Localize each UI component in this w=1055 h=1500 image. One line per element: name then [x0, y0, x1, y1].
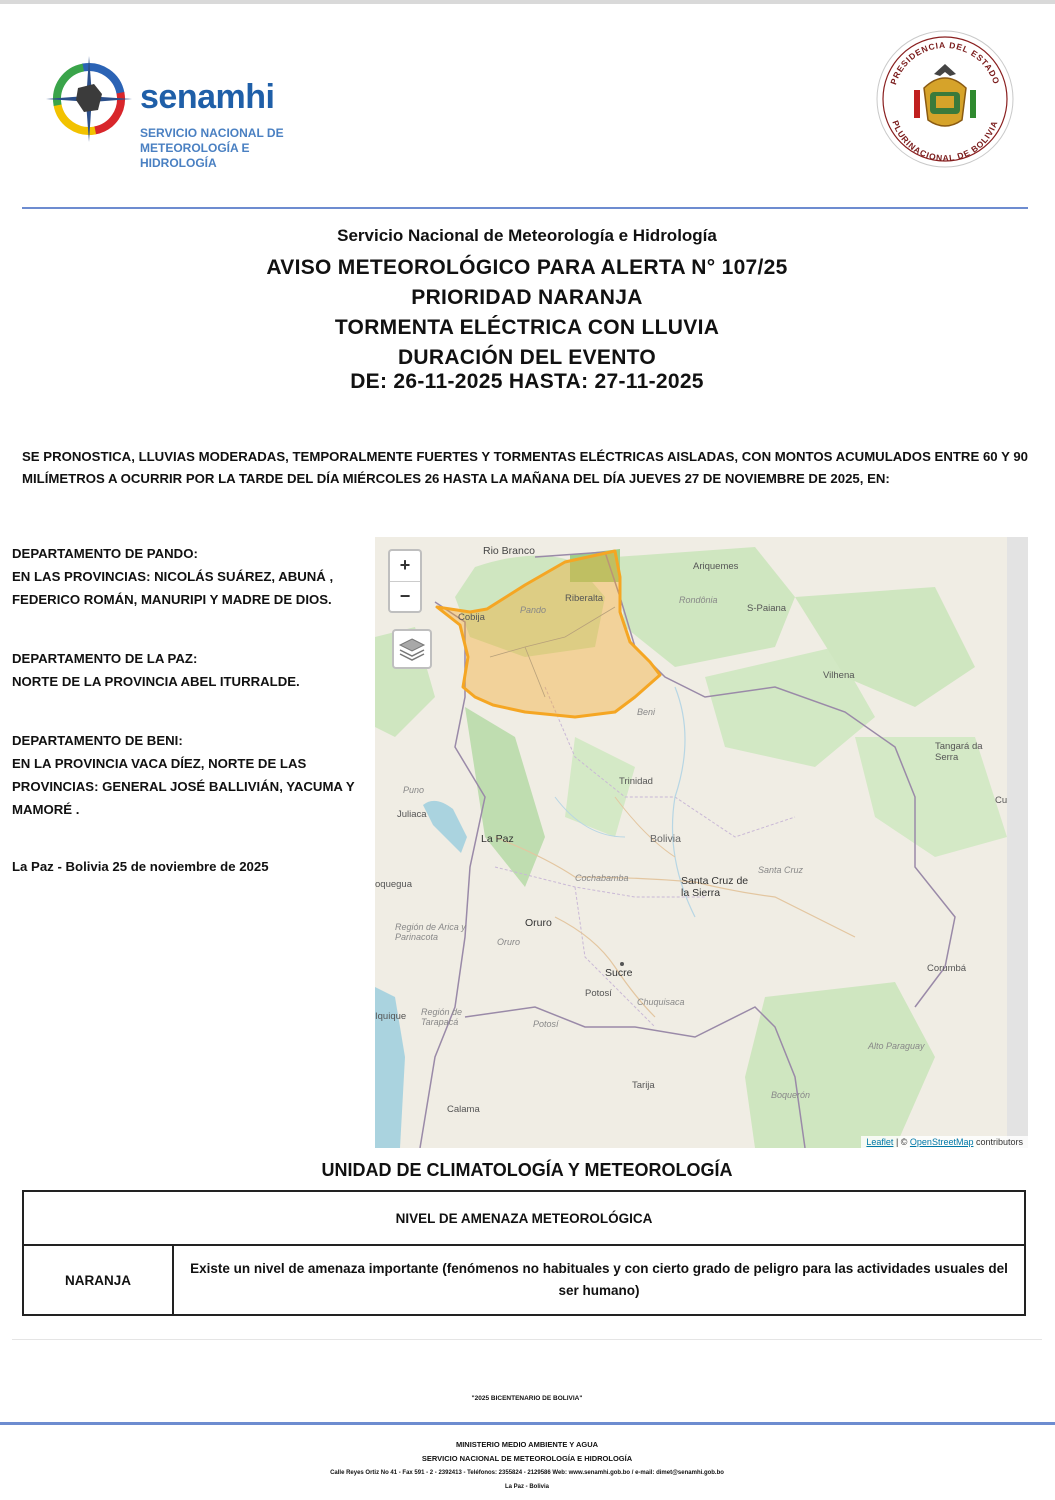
map-label: Oruro — [525, 917, 552, 929]
map-label: Potosí — [585, 988, 612, 999]
footer-service: SERVICIO NACIONAL DE METEOROLOGÍA E HIDROLOGÍA — [421, 1454, 633, 1463]
threat-level-table — [22, 1190, 1026, 1316]
map-label: Santa Cruz de la Sierra — [681, 875, 749, 899]
map-label: Calama — [447, 1104, 480, 1115]
department-name: DEPARTAMENTO DE LA PAZ: — [12, 651, 198, 666]
attribution-contributors: contributors — [973, 1137, 1023, 1147]
department-pando — [12, 542, 372, 611]
zoom-out-button[interactable]: − — [399, 586, 411, 606]
map-label: Corumbá — [927, 963, 967, 974]
map-label: Vilhena — [823, 670, 855, 681]
map-label: La Paz — [481, 833, 514, 845]
organization-name: Servicio Nacional de Meteorología e Hidrología — [337, 226, 717, 245]
map-basemap — [375, 537, 1028, 1148]
map-label: Santa Cruz — [758, 865, 804, 875]
footer-separator — [12, 1339, 1042, 1340]
zoom-in-button[interactable]: + — [390, 551, 420, 582]
top-border — [0, 0, 1055, 4]
map-label: Boquerón — [771, 1090, 811, 1100]
map-label: Alto Paraguay — [868, 1041, 925, 1051]
leaflet-link[interactable]: Leaflet — [866, 1137, 894, 1147]
map-label: Región de Tarapacá — [421, 1007, 463, 1027]
map-label: Región de Arica y Parinacota — [395, 922, 466, 942]
alert-priority: PRIORIDAD NARANJA — [411, 286, 643, 309]
place-date: La Paz - Bolivia 25 de noviembre de 2025 — [12, 859, 269, 874]
alert-event: TORMENTA ELÉCTRICA CON LLUVIA — [334, 316, 720, 339]
duration-heading: DURACIÓN DEL EVENTO — [397, 346, 657, 369]
department-name: DEPARTAMENTO DE BENI: — [12, 733, 183, 748]
presidency-seal-icon — [874, 28, 1016, 170]
logo-wordmark: senamhi — [140, 78, 275, 116]
map-label: Juliaca — [397, 809, 427, 820]
department-beni — [12, 729, 372, 821]
layers-icon — [394, 631, 430, 667]
map-label: Iquique — [375, 1011, 407, 1022]
footer-contact: Calle Reyes Ortiz No 41 - Fax 591 - 2 - 2392413 - Teléfonos: 2355824 - 2129586 Web: www.senamhi.gob.bo / e-mail: dimet@senamhi.gob.bo — [330, 1470, 724, 1476]
map-label: Potosí — [533, 1019, 559, 1029]
osm-link[interactable]: OpenStreetMap — [909, 1137, 974, 1147]
footer-city: La Paz - Bolivia — [504, 1484, 549, 1490]
map-label: Trinidad — [619, 776, 653, 787]
map-label: Ariquemes — [693, 561, 739, 572]
map-label: oquegua — [375, 879, 412, 890]
map-label: Cu — [995, 795, 1008, 806]
zoom-control — [388, 549, 422, 613]
map-label: Rondônia — [679, 595, 718, 605]
threat-level: NARANJA — [23, 1245, 173, 1315]
map-label: Bolivia — [650, 833, 681, 845]
footer — [12, 1438, 1042, 1494]
map-label: Oruro — [497, 937, 521, 947]
department-detail: EN LA PROVINCIA VACA DÍEZ, NORTE DE LAS PROVINCIAS: GENERAL JOSÉ BALLIVIÁN, YACUMA Y MAMORÉ . — [12, 756, 355, 817]
map-label: Chuquisaca — [637, 997, 685, 1007]
attribution-separator: | © — [893, 1137, 910, 1147]
map-label: Beni — [637, 707, 656, 717]
bicentenary-motto: "2025 BICENTENARIO DE BOLIVIA" — [471, 1395, 583, 1402]
unit-title: UNIDAD DE CLIMATOLOGÍA Y METEOROLOGÍA — [321, 1160, 733, 1180]
map-label: Cobija — [458, 612, 485, 623]
senamhi-logo — [44, 42, 344, 170]
threat-table-header: NIVEL DE AMENAZA METEOROLÓGICA — [23, 1191, 1025, 1245]
map-label: Cochabamba — [575, 873, 629, 883]
department-detail: NORTE DE LA PROVINCIA ABEL ITURRALDE. — [12, 674, 300, 689]
bulletin-page — [12, 14, 1042, 1494]
logo-subtitle: SERVICIO NACIONAL DE METEOROLOGÍA E HIDROLOGÍA — [140, 126, 284, 170]
alert-number: AVISO METEOROLÓGICO PARA ALERTA N° 107/25 — [266, 256, 788, 279]
map-label: Pando — [520, 605, 547, 615]
map-label: Tarija — [632, 1080, 655, 1091]
department-la-paz — [12, 647, 372, 693]
footer-divider — [0, 1422, 1055, 1425]
map-label: Tangará da Serra — [935, 741, 983, 763]
map-attribution — [861, 1136, 1028, 1148]
footer-ministry: MINISTERIO MEDIO AMBIENTE Y AGUA — [455, 1440, 599, 1449]
duration-dates: DE: 26-11-2025 HASTA: 27-11-2025 — [350, 370, 704, 393]
map-label: Puno — [403, 785, 425, 795]
alert-titles — [12, 224, 1042, 394]
seal-bottom-text: PLURINACIONAL DE BOLIVIA — [890, 118, 1000, 164]
letterhead — [12, 14, 1042, 194]
senamhi-emblem-icon — [44, 54, 134, 144]
forecast-paragraph: SE PRONOSTICA, LLUVIAS MODERADAS, TEMPORALMENTE FUERTES Y TORMENTAS ELÉCTRICAS AISLADAS, CON MONTOS ACUMULADOS ENTRE 60 Y 90 MILÍMETROS A OCURRIR POR LA TARDE DEL DÍA MIÉRCOLES 26 HASTA LA MAÑANA DEL DÍA JUEVES 27 DE NOVIEMBRE DE 2025, EN: — [22, 449, 1028, 486]
layers-button[interactable] — [392, 629, 432, 669]
seal-top-text: PRESIDENCIA DEL ESTADO — [888, 39, 1002, 86]
department-detail: EN LAS PROVINCIAS: NICOLÁS SUÁREZ, ABUNÁ , FEDERICO ROMÁN, MANURIPI Y MADRE DE DIOS. — [12, 569, 334, 607]
affected-departments — [12, 542, 372, 878]
alert-map[interactable] — [375, 537, 1028, 1148]
map-label: Rio Branco — [483, 545, 535, 557]
map-label: Sucre — [605, 967, 633, 979]
department-name: DEPARTAMENTO DE PANDO: — [12, 546, 198, 561]
map-label: Riberalta — [565, 593, 604, 604]
map-label: S-Paiana — [747, 603, 787, 614]
threat-description: Existe un nivel de amenaza importante (fenómenos no habituales y con cierto grado de peligro para las actividades usuales del ser humano) — [173, 1245, 1025, 1315]
header-divider — [22, 207, 1028, 209]
